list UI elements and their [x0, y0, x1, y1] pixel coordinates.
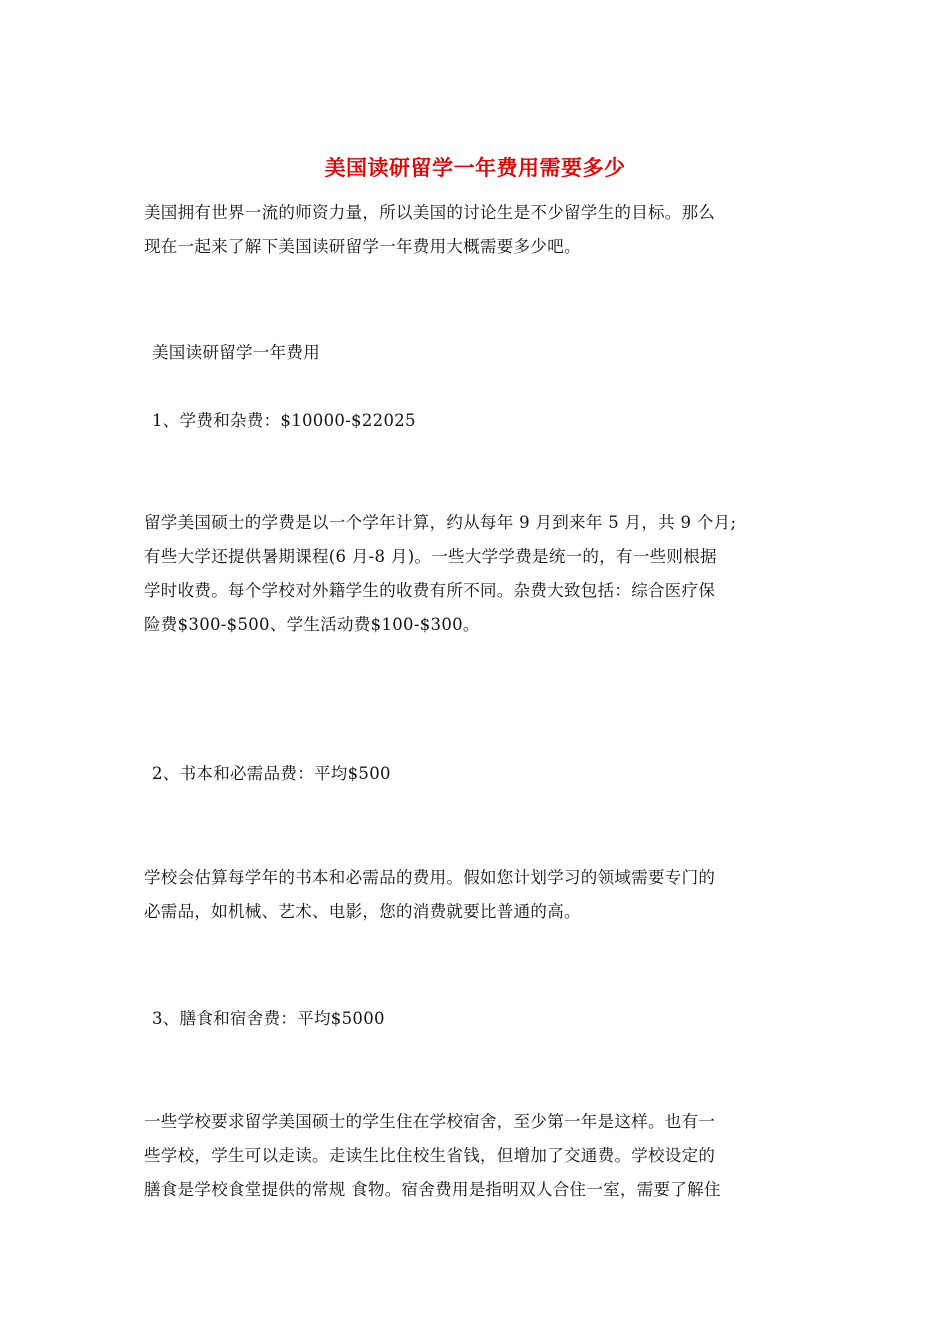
item1-line: 学时收费。每个学校对外籍学生的收费有所不同。杂费大致包括：综合医疗保	[144, 581, 716, 600]
intro-line: 美国拥有世界一流的师资力量，所以美国的讨论生是不少留学生的目标。那么	[144, 203, 716, 222]
intro-paragraph	[144, 196, 809, 264]
section-heading: 美国读研留学一年费用	[152, 343, 320, 362]
item1-line: 险费$300-$500、学生活动费$100-$300。	[144, 615, 480, 634]
item1-heading: 1、学费和杂费：$10000-$22025	[152, 411, 416, 430]
item1-line: 有些大学还提供暑期课程(6 月-8 月)。一些大学学费是统一的，有一些则根据	[144, 547, 717, 566]
item3-line: 膳食是学校食堂提供的常规 食物。宿舍费用是指明双人合住一室，需要了解住	[144, 1180, 721, 1199]
item1-line: 留学美国硕士的学费是以一个学年计算，约从每年 9 月到来年 5 月，共 9 个月;	[144, 513, 737, 532]
item3-line: 些学校，学生可以走读。走读生比住校生省钱，但增加了交通费。学校设定的	[144, 1146, 716, 1165]
item3-heading: 3、膳食和宿舍费：平均$5000	[152, 1009, 385, 1028]
item2-line: 必需品，如机械、艺术、电影，您的消费就要比普通的高。	[144, 902, 581, 921]
document-title: 美国读研留学一年费用需要多少	[324, 155, 626, 180]
item3-paragraph	[144, 1105, 809, 1207]
item3-line: 一些学校要求留学美国硕士的学生住在学校宿舍，至少第一年是这样。也有一	[144, 1112, 716, 1131]
item2-line: 学校会估算每学年的书本和必需品的费用。假如您计划学习的领域需要专门的	[144, 868, 716, 887]
item1-paragraph	[144, 506, 809, 642]
intro-line: 现在一起来了解下美国读研留学一年费用大概需要多少吧。	[144, 237, 581, 256]
item2-paragraph	[144, 861, 809, 929]
item2-heading: 2、书本和必需品费：平均$500	[152, 764, 391, 783]
